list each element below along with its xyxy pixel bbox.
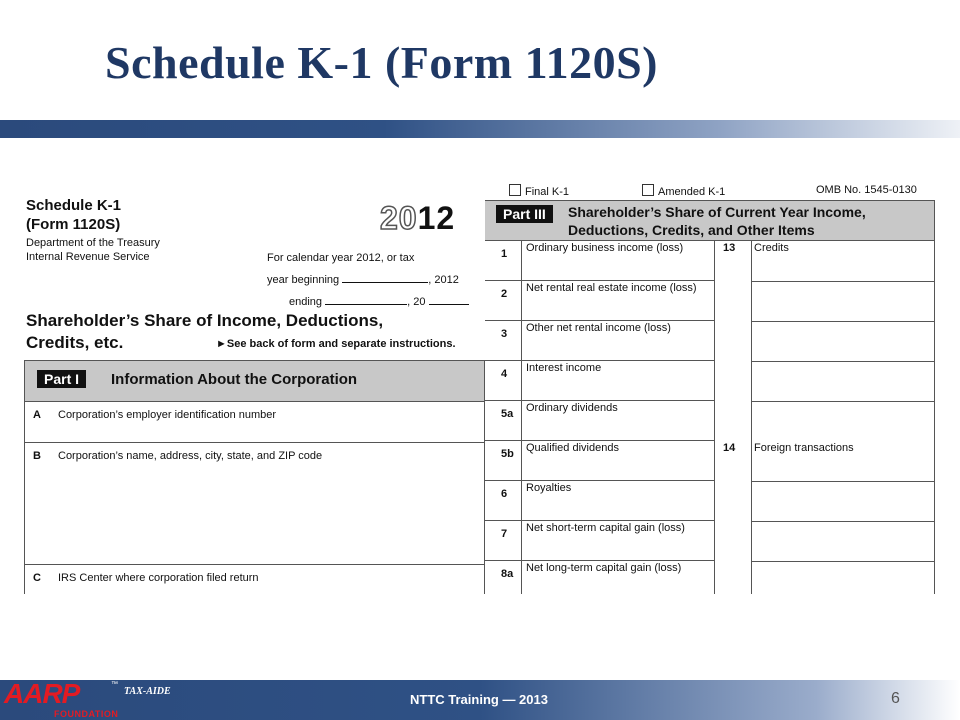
line-5b-row: 5b Qualified dividends xyxy=(485,441,714,481)
form-main-title: Shareholder’s Share of Income, Deductions, Credits, etc. xyxy=(26,311,384,352)
k1-form-image xyxy=(24,180,936,594)
part-1-header xyxy=(25,361,484,402)
line-3-row: 3 Other net rental income (loss) xyxy=(485,321,714,361)
line-4-row: 4 Interest income xyxy=(485,361,714,401)
final-k1-checkbox[interactable]: Final K-1 xyxy=(509,184,569,198)
line-7-row: 7 Net short-term capital gain (loss) xyxy=(485,521,714,561)
part-1-tag: Part I xyxy=(37,370,86,388)
part-3-section xyxy=(485,200,935,594)
part-1-section xyxy=(24,360,485,594)
page-number: 6 xyxy=(891,690,900,707)
see-back-note: ►See back of form and separate instructions. xyxy=(216,338,456,350)
part-1-row-b: B Corporation’s name, address, city, state, and ZIP code xyxy=(25,443,484,565)
ending-blank[interactable] xyxy=(325,293,407,305)
amended-k1-checkbox[interactable]: Amended K-1 xyxy=(642,184,725,198)
tax-aide-label: TAX-AIDE xyxy=(124,686,171,697)
part-3-tag: Part III xyxy=(496,205,553,223)
slide-title: Schedule K-1 (Form 1120S) xyxy=(105,37,658,88)
part-3-title: Shareholder’s Share of Current Year Income, Deductions, Credits, and Other Items xyxy=(568,204,866,238)
line-6-row: 6 Royalties xyxy=(485,481,714,521)
calendar-year-block: For calendar year 2012, or tax year beginning , 2012 ending , 20 xyxy=(267,247,469,313)
footer-text: NTTC Training — 2013 xyxy=(410,692,548,707)
tax-year: 2012 xyxy=(380,200,456,236)
schedule-title: Schedule K-1 (Form 1120S) xyxy=(26,197,122,233)
department-label: Department of the Treasury Internal Revenue Service xyxy=(26,237,160,263)
part-3-header xyxy=(485,201,934,241)
part-1-row-a: A Corporation’s employer identification number xyxy=(25,402,484,443)
part-1-row-c: C IRS Center where corporation filed return xyxy=(33,572,259,584)
ending-year-blank[interactable] xyxy=(429,293,469,305)
checkbox-icon[interactable] xyxy=(509,184,521,196)
part-1-title: Information About the Corporation xyxy=(111,371,358,388)
line-2-row: 2 Net rental real estate income (loss) xyxy=(485,281,714,321)
line-1-row: 1 Ordinary business income (loss) xyxy=(485,241,714,281)
part-3-grid: 1 Ordinary business income (loss) 2 Net rental real estate income (loss) 3 Other net rental income (loss) 4 Interest income 5a Ordinary dividends 5b Qualified dividends 6 Royalties 7 Net short-term capital gain (loss) 8a Net long-term capital gain (loss) 13 Credits 14 Foreign transactions xyxy=(485,241,935,594)
title-divider-band xyxy=(0,120,960,138)
aarp-foundation-logo: AARP ™ FOUNDATION xyxy=(4,678,119,719)
omb-number: OMB No. 1545-0130 xyxy=(816,184,917,196)
line-5a-row: 5a Ordinary dividends xyxy=(485,401,714,441)
checkbox-icon[interactable] xyxy=(642,184,654,196)
line-8a-row: 8a Net long-term capital gain (loss) xyxy=(501,562,682,580)
year-beginning-blank[interactable] xyxy=(342,271,428,283)
